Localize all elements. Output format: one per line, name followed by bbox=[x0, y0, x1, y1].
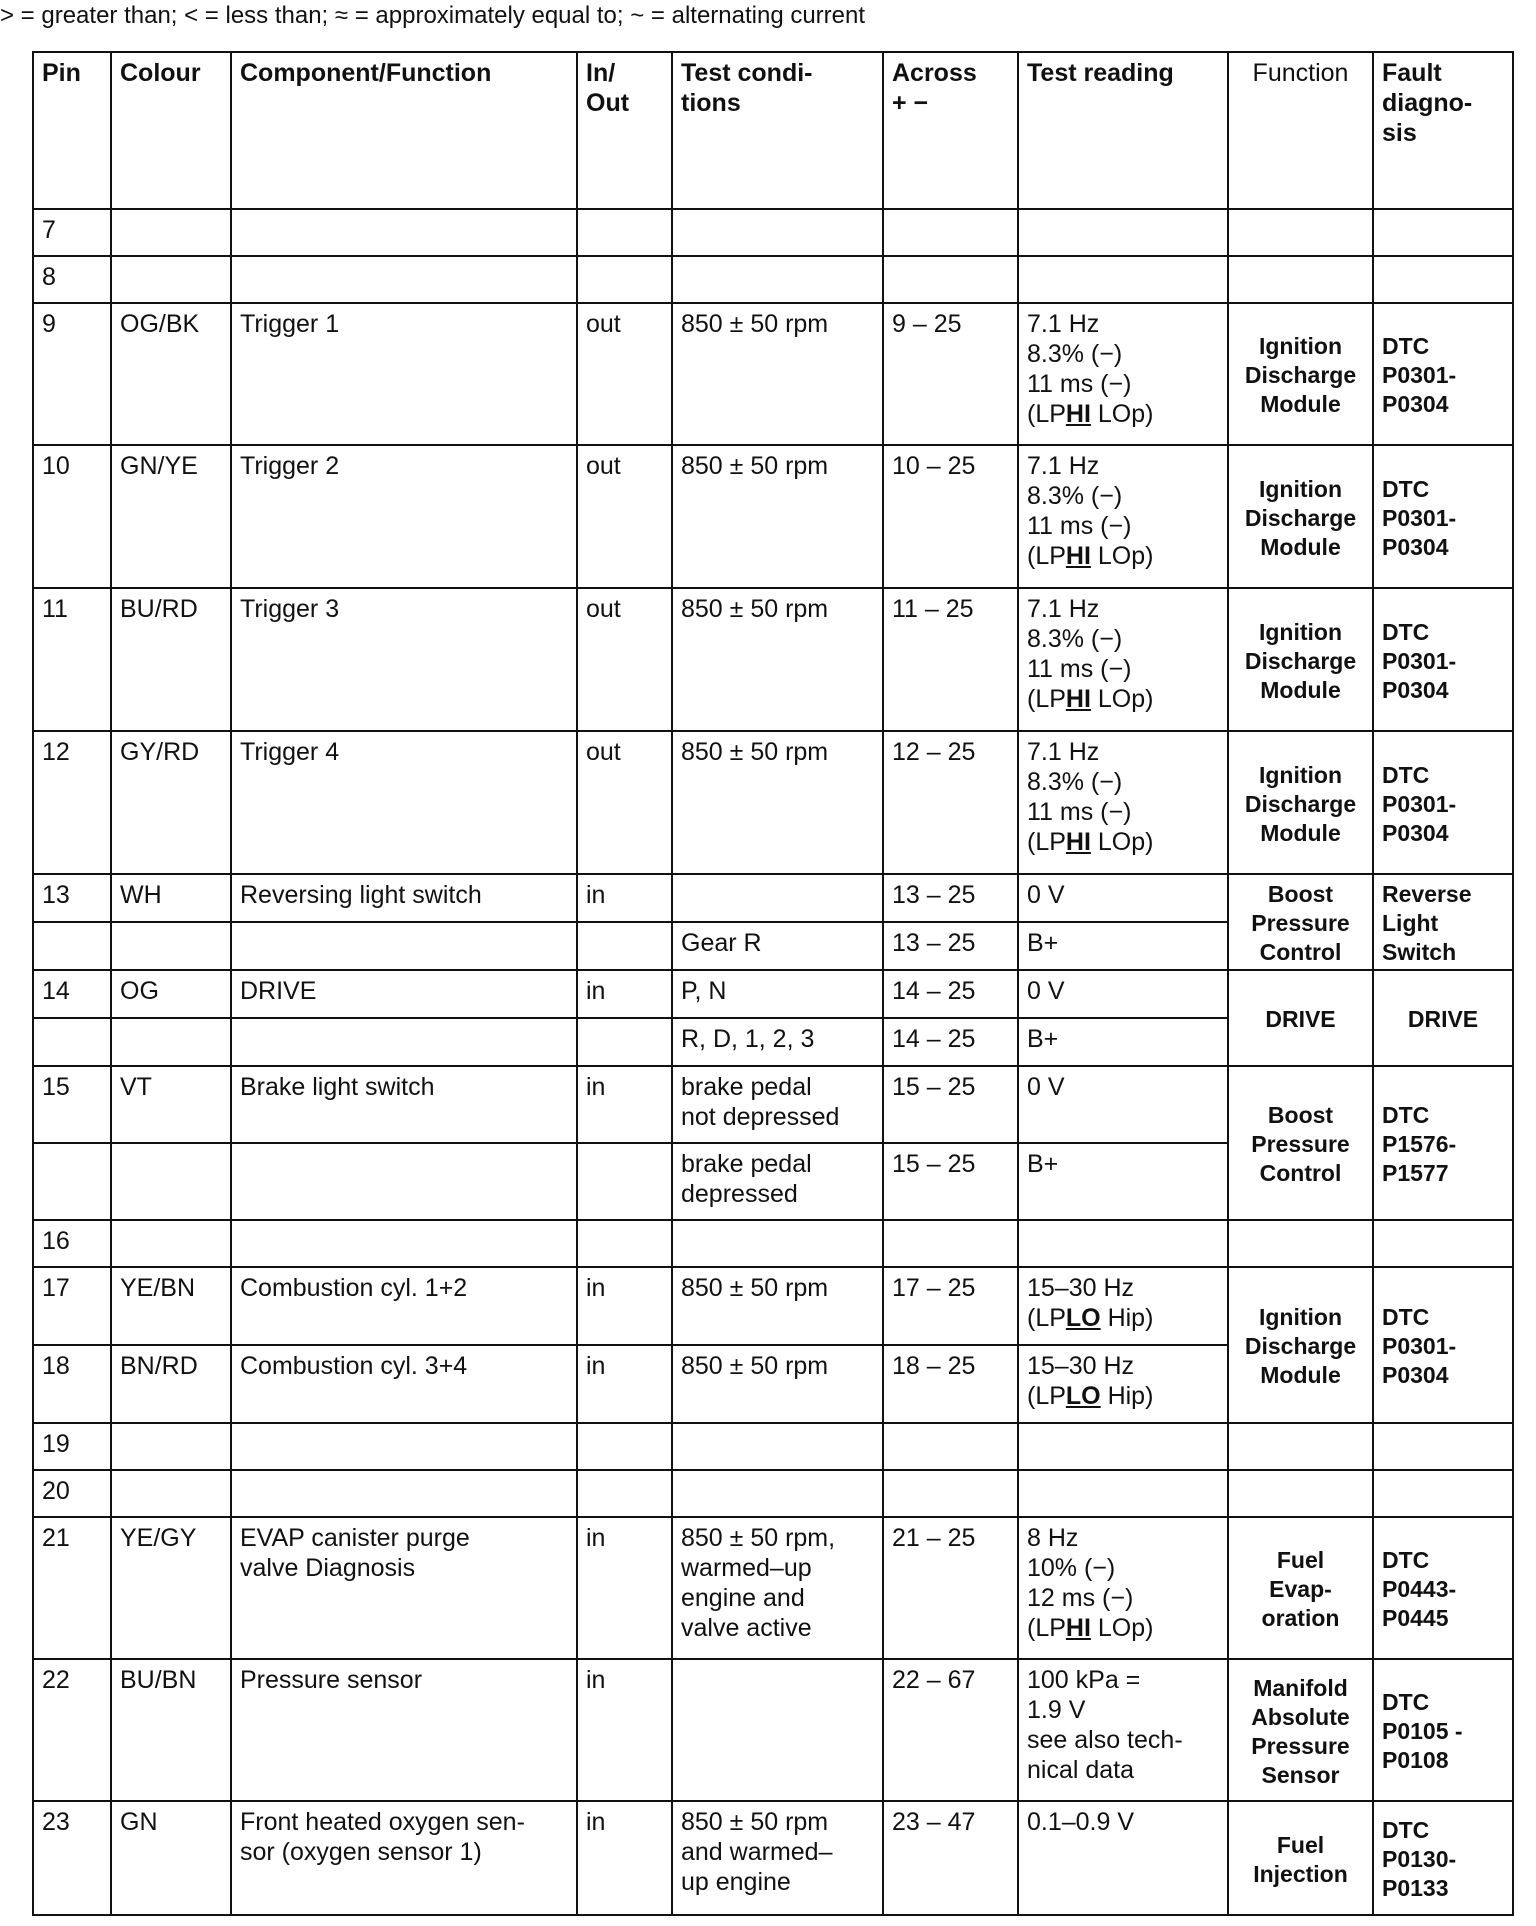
pin-number: 15 bbox=[33, 1066, 111, 1143]
table-row bbox=[33, 1220, 1513, 1267]
in-out: out bbox=[577, 303, 672, 445]
test-conditions: P, N bbox=[672, 970, 883, 1018]
table-row bbox=[33, 731, 1513, 874]
test-reading: 7.1 Hz 8.3% (−) 11 ms (−) (LPHI LOp) bbox=[1018, 731, 1228, 874]
fault-diagnosis-cell: DTC P0105 - P0108 bbox=[1373, 1659, 1513, 1801]
test-conditions: brake pedal depressed bbox=[672, 1143, 883, 1220]
pin-number: 10 bbox=[33, 445, 111, 588]
function-cell: Fuel Injection bbox=[1228, 1801, 1373, 1915]
test-conditions: 850 ± 50 rpm bbox=[672, 445, 883, 588]
pin-number: 21 bbox=[33, 1517, 111, 1659]
pin-number: 8 bbox=[33, 256, 111, 303]
test-conditions: 850 ± 50 rpm bbox=[672, 1345, 883, 1423]
pin-number: 16 bbox=[33, 1220, 111, 1267]
across-terminals: 12 – 25 bbox=[883, 731, 1018, 874]
function-cell: Fuel Evap- oration bbox=[1228, 1517, 1373, 1659]
test-reading: 0 V bbox=[1018, 970, 1228, 1018]
across-terminals: 10 – 25 bbox=[883, 445, 1018, 588]
in-out: in bbox=[577, 1517, 672, 1659]
test-reading: 0.1–0.9 V bbox=[1018, 1801, 1228, 1915]
wire-colour: GN/YE bbox=[111, 445, 231, 588]
table-row bbox=[33, 256, 1513, 303]
component-function: Brake light switch bbox=[231, 1066, 577, 1143]
pin-number: 19 bbox=[33, 1423, 111, 1470]
test-conditions: 850 ± 50 rpm and warmed– up engine bbox=[672, 1801, 883, 1915]
in-out: out bbox=[577, 731, 672, 874]
wire-colour: VT bbox=[111, 1066, 231, 1143]
table-row bbox=[33, 1801, 1513, 1915]
header-colour: Colour bbox=[111, 52, 231, 209]
table-row bbox=[33, 303, 1513, 445]
test-reading: 8 Hz 10% (−) 12 ms (−) (LPHI LOp) bbox=[1018, 1517, 1228, 1659]
header-component: Component/Function bbox=[231, 52, 577, 209]
across-terminals: 13 – 25 bbox=[883, 922, 1018, 970]
wire-colour: WH bbox=[111, 874, 231, 922]
across-terminals: 14 – 25 bbox=[883, 1018, 1018, 1066]
test-reading: B+ bbox=[1018, 922, 1228, 970]
header-test-reading: Test reading bbox=[1018, 52, 1228, 209]
function-cell: Ignition Discharge Module bbox=[1228, 303, 1373, 445]
component-function: Pressure sensor bbox=[231, 1659, 577, 1801]
test-reading: 7.1 Hz 8.3% (−) 11 ms (−) (LPHI LOp) bbox=[1018, 303, 1228, 445]
test-conditions: Gear R bbox=[672, 922, 883, 970]
in-out: in bbox=[577, 1659, 672, 1801]
table-row bbox=[33, 1659, 1513, 1801]
fault-diagnosis-cell: DTC P0301- P0304 bbox=[1373, 303, 1513, 445]
wire-colour: GN bbox=[111, 1801, 231, 1915]
header-in-out: In/ Out bbox=[577, 52, 672, 209]
pin-number: 12 bbox=[33, 731, 111, 874]
test-reading: 0 V bbox=[1018, 874, 1228, 922]
across-terminals: 15 – 25 bbox=[883, 1143, 1018, 1220]
header-pin: Pin bbox=[33, 52, 111, 209]
table-row bbox=[33, 1066, 1513, 1143]
test-reading: B+ bbox=[1018, 1018, 1228, 1066]
test-reading: 100 kPa = 1.9 V see also tech- nical data bbox=[1018, 1659, 1228, 1801]
wire-colour: OG bbox=[111, 970, 231, 1018]
function-cell: Boost Pressure Control bbox=[1228, 874, 1373, 970]
wire-colour: BN/RD bbox=[111, 1345, 231, 1423]
fault-diagnosis-cell: DTC P0301- P0304 bbox=[1373, 731, 1513, 874]
function-cell: Ignition Discharge Module bbox=[1228, 1267, 1373, 1423]
fault-diagnosis-cell: DRIVE bbox=[1373, 970, 1513, 1066]
header-test-conditions: Test condi- tions bbox=[672, 52, 883, 209]
table-row bbox=[33, 588, 1513, 731]
test-conditions: brake pedal not depressed bbox=[672, 1066, 883, 1143]
header-function: Function bbox=[1228, 52, 1373, 209]
component-function: Trigger 1 bbox=[231, 303, 577, 445]
pin-number: 9 bbox=[33, 303, 111, 445]
test-conditions: 850 ± 50 rpm bbox=[672, 303, 883, 445]
test-reading: 15–30 Hz (LPLO Hip) bbox=[1018, 1345, 1228, 1423]
across-terminals: 11 – 25 bbox=[883, 588, 1018, 731]
component-function: Combustion cyl. 3+4 bbox=[231, 1345, 577, 1423]
test-conditions: R, D, 1, 2, 3 bbox=[672, 1018, 883, 1066]
table-row bbox=[33, 209, 1513, 256]
in-out: in bbox=[577, 1066, 672, 1143]
test-reading: B+ bbox=[1018, 1143, 1228, 1220]
table-row bbox=[33, 1517, 1513, 1659]
function-cell: Ignition Discharge Module bbox=[1228, 731, 1373, 874]
in-out: in bbox=[577, 1345, 672, 1423]
function-cell: Ignition Discharge Module bbox=[1228, 445, 1373, 588]
fault-diagnosis-cell: DTC P0301- P0304 bbox=[1373, 445, 1513, 588]
pin-number: 14 bbox=[33, 970, 111, 1018]
fault-diagnosis-cell: DTC P0301- P0304 bbox=[1373, 1267, 1513, 1423]
function-cell: Ignition Discharge Module bbox=[1228, 588, 1373, 731]
across-terminals: 18 – 25 bbox=[883, 1345, 1018, 1423]
component-function: EVAP canister purge valve Diagnosis bbox=[231, 1517, 577, 1659]
table-row bbox=[33, 1470, 1513, 1517]
table-row bbox=[33, 445, 1513, 588]
test-reading: 15–30 Hz (LPLO Hip) bbox=[1018, 1267, 1228, 1345]
pin-number: 13 bbox=[33, 874, 111, 922]
pin-number: 7 bbox=[33, 209, 111, 256]
pin-number: 18 bbox=[33, 1345, 111, 1423]
pin-number: 22 bbox=[33, 1659, 111, 1801]
component-function: DRIVE bbox=[231, 970, 577, 1018]
in-out: in bbox=[577, 970, 672, 1018]
wire-colour: OG/BK bbox=[111, 303, 231, 445]
pin-assignment-table bbox=[32, 51, 1514, 1916]
pin-number: 23 bbox=[33, 1801, 111, 1915]
in-out: in bbox=[577, 874, 672, 922]
component-function: Combustion cyl. 1+2 bbox=[231, 1267, 577, 1345]
across-terminals: 15 – 25 bbox=[883, 1066, 1018, 1143]
fault-diagnosis-cell: DTC P0130- P0133 bbox=[1373, 1801, 1513, 1915]
test-conditions bbox=[672, 874, 883, 922]
component-function: Reversing light switch bbox=[231, 874, 577, 922]
test-conditions: 850 ± 50 rpm bbox=[672, 731, 883, 874]
wire-colour: BU/RD bbox=[111, 588, 231, 731]
fault-diagnosis-cell: DTC P1576- P1577 bbox=[1373, 1066, 1513, 1220]
component-function: Trigger 2 bbox=[231, 445, 577, 588]
wire-colour: YE/GY bbox=[111, 1517, 231, 1659]
component-function: Trigger 3 bbox=[231, 588, 577, 731]
table-row bbox=[33, 970, 1513, 1018]
across-terminals: 23 – 47 bbox=[883, 1801, 1018, 1915]
header-row bbox=[33, 52, 1513, 209]
test-conditions: 850 ± 50 rpm, warmed–up engine and valve active bbox=[672, 1517, 883, 1659]
table-row bbox=[33, 1267, 1513, 1345]
across-terminals: 14 – 25 bbox=[883, 970, 1018, 1018]
test-reading: 0 V bbox=[1018, 1066, 1228, 1143]
pin-number: 17 bbox=[33, 1267, 111, 1345]
in-out: out bbox=[577, 445, 672, 588]
across-terminals: 17 – 25 bbox=[883, 1267, 1018, 1345]
wire-colour: GY/RD bbox=[111, 731, 231, 874]
across-terminals: 21 – 25 bbox=[883, 1517, 1018, 1659]
in-out: out bbox=[577, 588, 672, 731]
fault-diagnosis-cell: Reverse Light Switch bbox=[1373, 874, 1513, 970]
test-conditions: 850 ± 50 rpm bbox=[672, 1267, 883, 1345]
table-row bbox=[33, 1423, 1513, 1470]
component-function: Trigger 4 bbox=[231, 731, 577, 874]
in-out: in bbox=[577, 1801, 672, 1915]
header-across: Across + − bbox=[883, 52, 1018, 209]
test-reading: 7.1 Hz 8.3% (−) 11 ms (−) (LPHI LOp) bbox=[1018, 588, 1228, 731]
legend-note: > = greater than; < = less than; ≈ = approximately equal to; ~ = alternating current bbox=[0, 2, 866, 29]
pin-number: 20 bbox=[33, 1470, 111, 1517]
in-out: in bbox=[577, 1267, 672, 1345]
pin-number: 11 bbox=[33, 588, 111, 731]
fault-diagnosis-cell: DTC P0301- P0304 bbox=[1373, 588, 1513, 731]
test-conditions bbox=[672, 1659, 883, 1801]
test-reading: 7.1 Hz 8.3% (−) 11 ms (−) (LPHI LOp) bbox=[1018, 445, 1228, 588]
function-cell: Manifold Absolute Pressure Sensor bbox=[1228, 1659, 1373, 1801]
function-cell: Boost Pressure Control bbox=[1228, 1066, 1373, 1220]
test-conditions: 850 ± 50 rpm bbox=[672, 588, 883, 731]
fault-diagnosis-cell: DTC P0443- P0445 bbox=[1373, 1517, 1513, 1659]
table-row bbox=[33, 874, 1513, 922]
across-terminals: 13 – 25 bbox=[883, 874, 1018, 922]
header-fault-diagnosis: Fault diagno- sis bbox=[1373, 52, 1513, 209]
component-function: Front heated oxygen sen- sor (oxygen sensor 1) bbox=[231, 1801, 577, 1915]
across-terminals: 9 – 25 bbox=[883, 303, 1018, 445]
wire-colour: BU/BN bbox=[111, 1659, 231, 1801]
function-cell: DRIVE bbox=[1228, 970, 1373, 1066]
wire-colour: YE/BN bbox=[111, 1267, 231, 1345]
across-terminals: 22 – 67 bbox=[883, 1659, 1018, 1801]
